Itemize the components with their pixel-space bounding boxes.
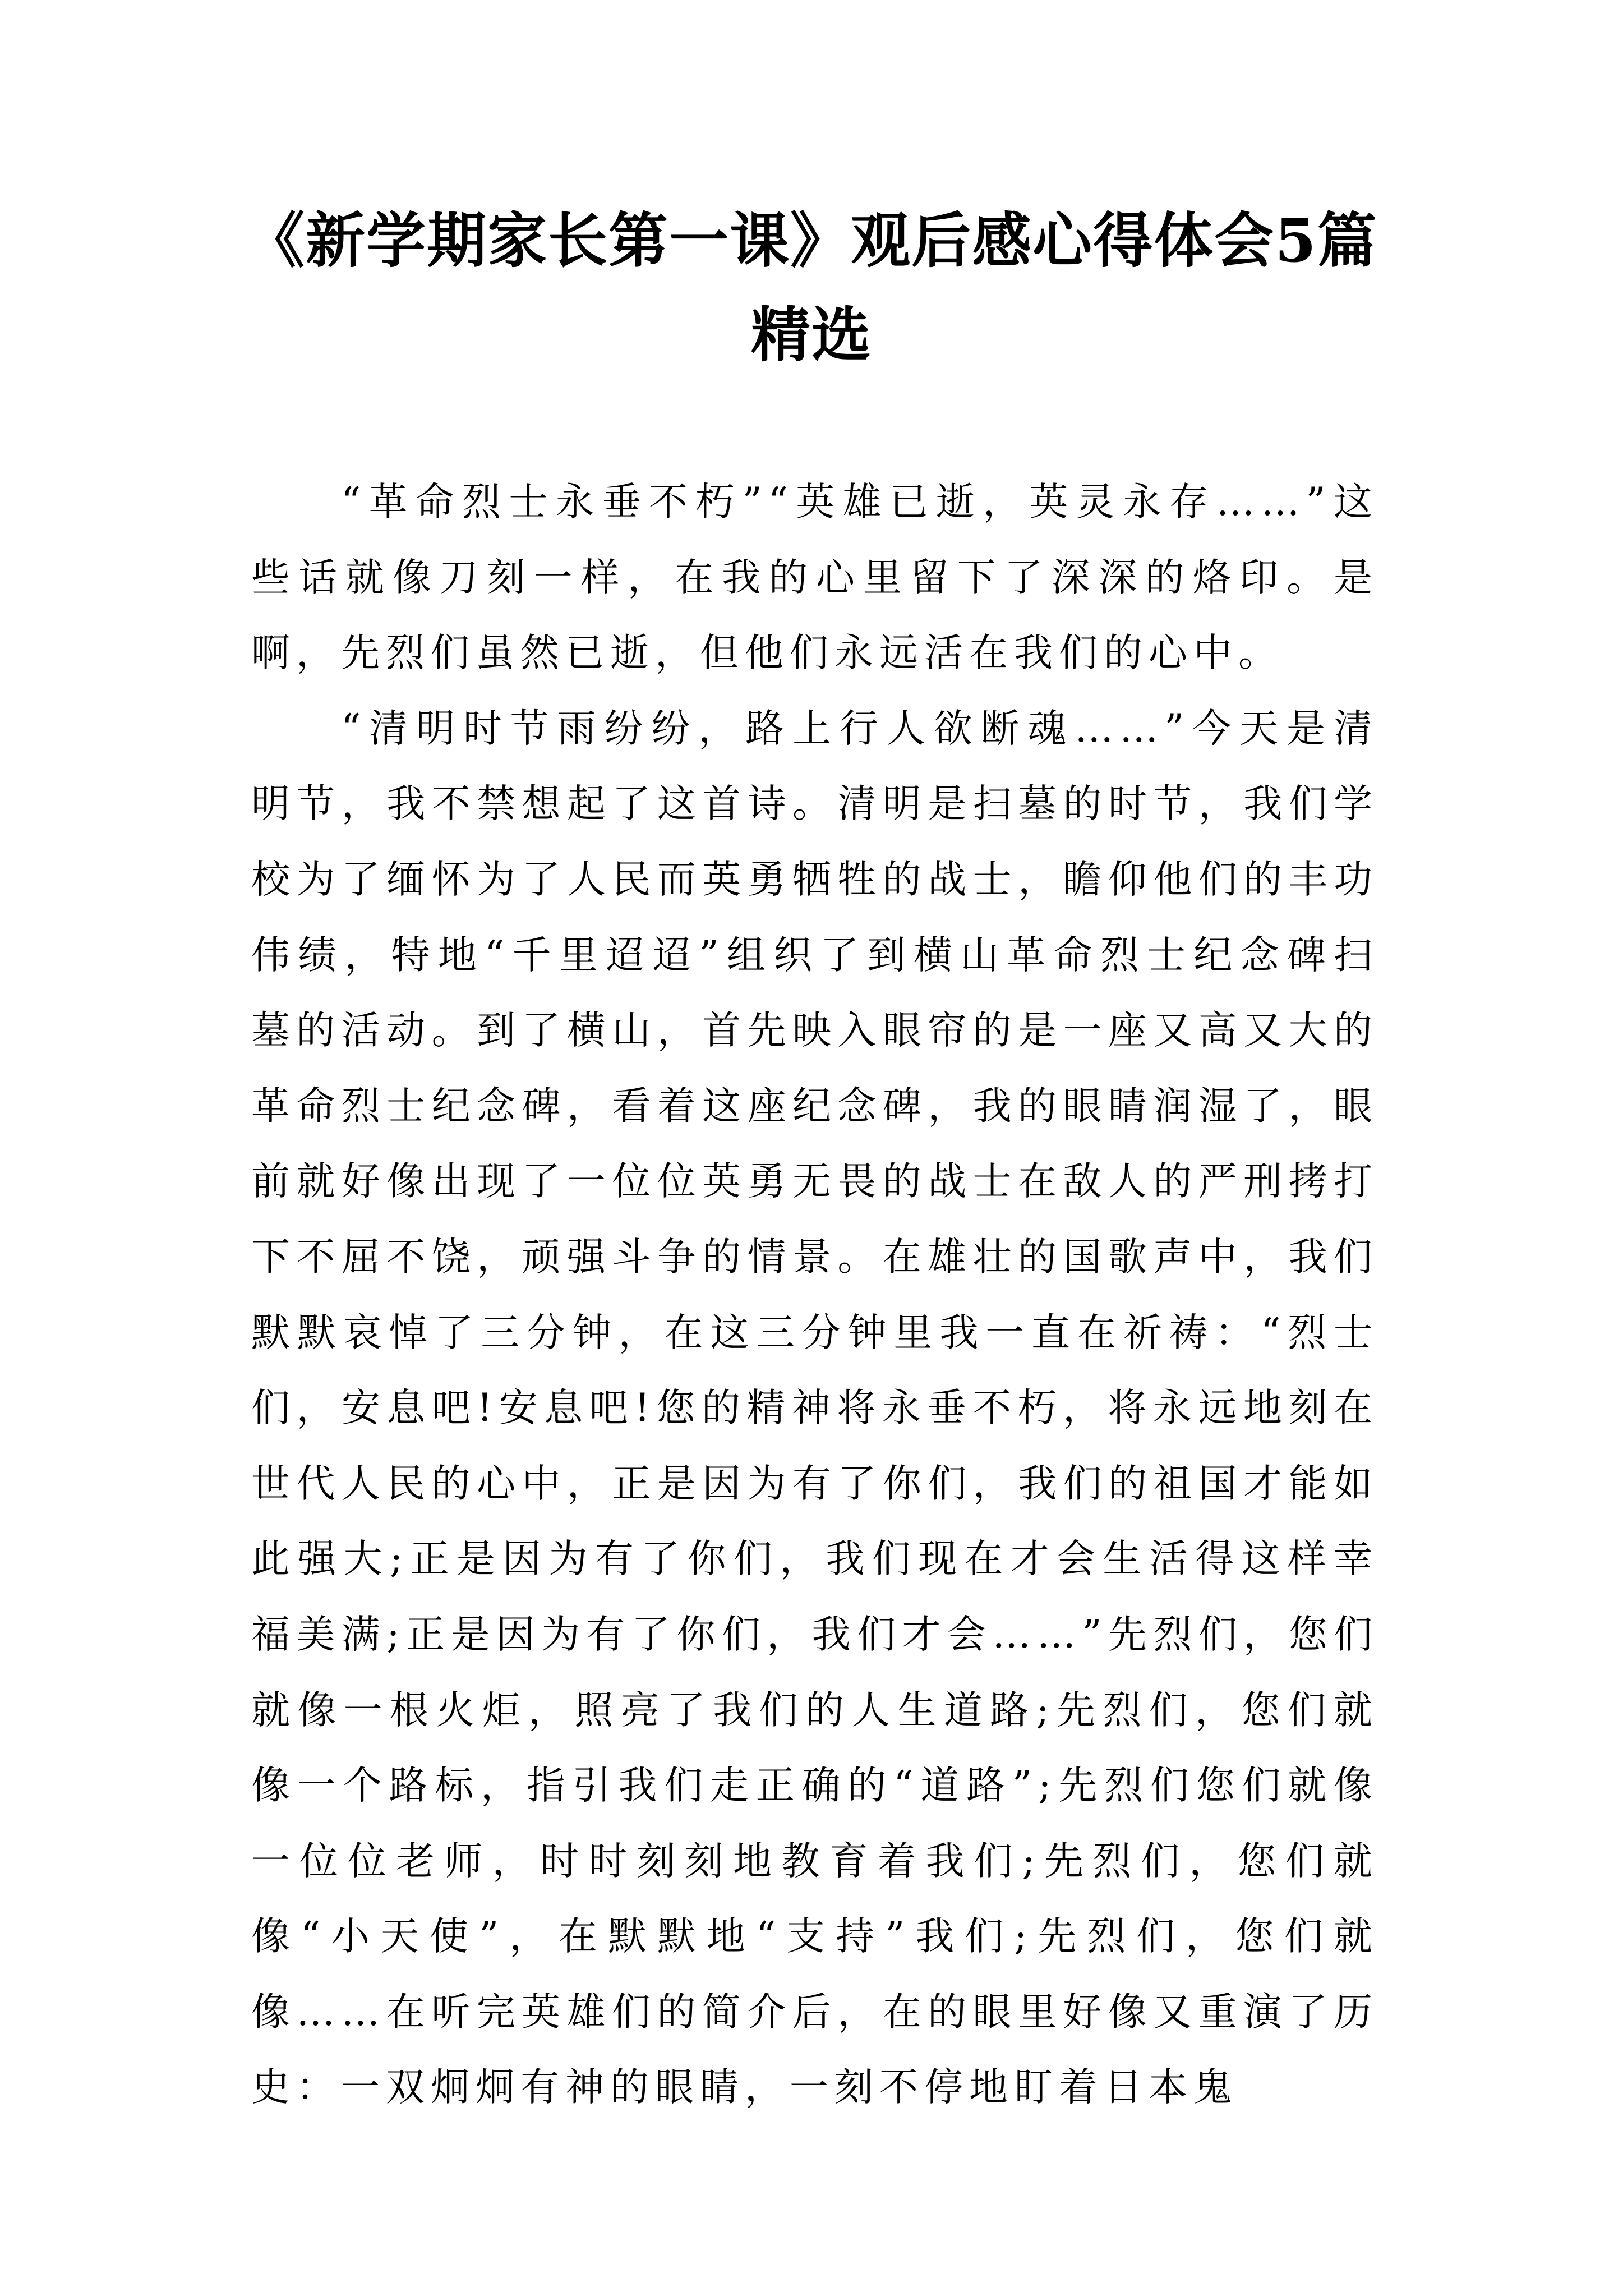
document-title: [213, 194, 1410, 382]
document-body: [251, 464, 1378, 2125]
document-title-line-2: 精选: [751, 300, 872, 370]
body-paragraph-1: “革命烈士永垂不朽”“英雄已逝，英灵永存……”这些话就像刀刻一样，在我的心里留下了深深的烙印。是啊，先烈们虽然已逝，但他们永远活在我们的心中。: [251, 480, 1378, 676]
body-paragraph-2: “清明时节雨纷纷，路上行人欲断魂……”今天是清明节，我不禁想起了这首诗。清明是扫墓的时节，我们学校为了缅怀为了人民而英勇牺牲的战士，瞻仰他们的丰功伟绩，特地“千里迢迢”组织了到横山革命烈士纪念碑扫墓的活动。到了横山，首先映入眼帘的是一座又高又大的革命烈士纪念碑，看着这座纪念碑，我的眼睛润湿了，眼前就好像出现了一位位英勇无畏的战士在敌人的严刑拷打下不屈不饶，顽强斗争的情景。在雄壮的国歌声中，我们默默哀悼了三分钟，在这三分钟里我一直在祈祷：“烈士们，安息吧!安息吧!您的精神将永垂不朽，将永远地刻在世代人民的心中，正是因为有了你们，我们的祖国才能如此强大;正是因为有了你们，我们现在才会生活得这样幸福美满;正是因为有了你们，我们才会……”先烈们，您们就像一根火炬，照亮了我们的人生道路;先烈们，您们就像一个路标，指引我们走正确的“道路”;先烈们您们就像一位位老师，时时刻刻地教育着我们;先烈们，您们就像“小天使”，在默默地“支持”我们;先烈们，您们就像……在听完英雄们的简介后，在的眼里好像又重演了历史：一双炯炯有神的眼睛，一刻不停地盯着日本鬼: [251, 706, 1378, 2110]
document-title-line-1: 《新学期家长第一课》观后感心得体会5篇: [245, 205, 1378, 275]
